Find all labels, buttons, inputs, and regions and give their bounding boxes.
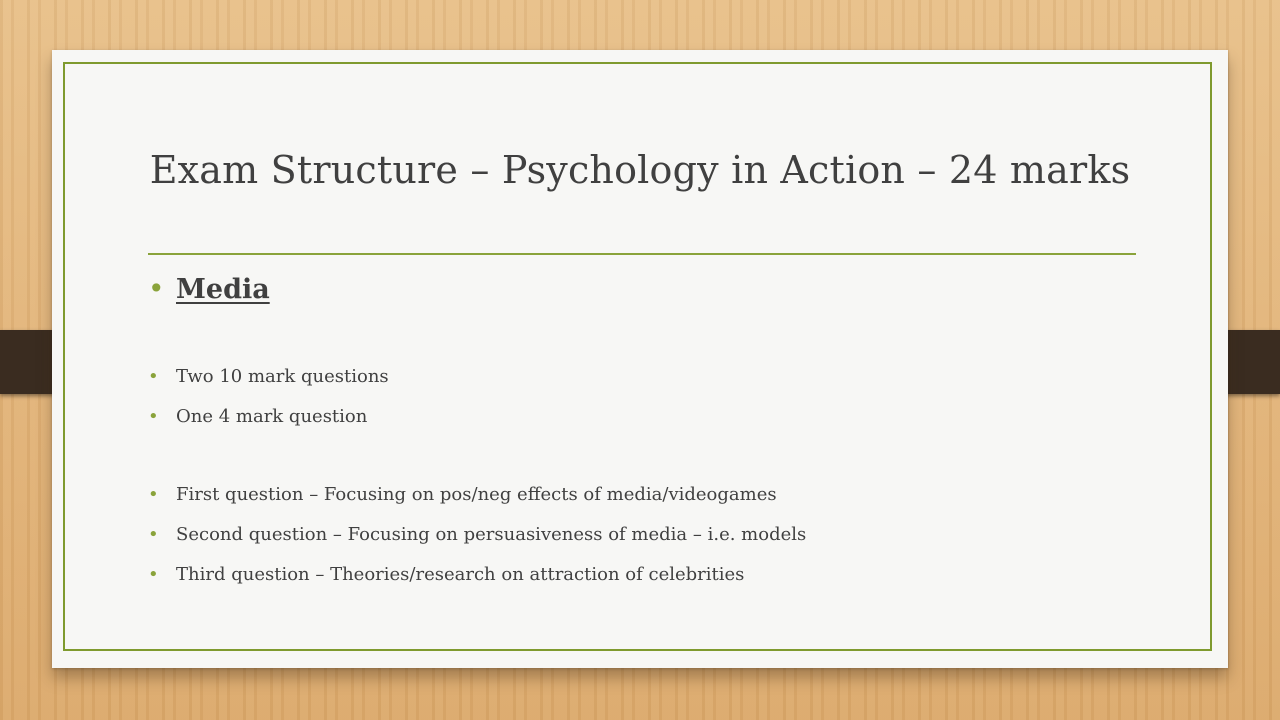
list-item (148, 524, 806, 545)
slide-card (52, 50, 1228, 668)
list-item-text: Third question – Theories/research on attraction of celebrities (176, 564, 745, 585)
list-item-text: Two 10 mark questions (176, 366, 389, 387)
section-heading: Media (176, 274, 270, 305)
title-divider (148, 253, 1136, 255)
list-item (148, 564, 744, 585)
bullet-icon: • (148, 406, 159, 427)
bullet-icon: • (148, 366, 159, 387)
list-item-text: One 4 mark question (176, 406, 368, 427)
list-item-text: Second question – Focusing on persuasiveness of media – i.e. models (176, 524, 807, 545)
list-item (148, 406, 367, 427)
list-item-text: First question – Focusing on pos/neg effects of media/videogames (176, 484, 777, 505)
list-item (148, 366, 389, 387)
bullet-icon: • (148, 564, 159, 585)
bullet-icon: • (148, 272, 165, 305)
list-item (148, 484, 777, 505)
section-heading-row (148, 272, 270, 305)
bullet-icon: • (148, 484, 159, 505)
bullet-icon: • (148, 524, 159, 545)
slide-title: Exam Structure – Psychology in Action – 24 marks (149, 148, 1131, 192)
